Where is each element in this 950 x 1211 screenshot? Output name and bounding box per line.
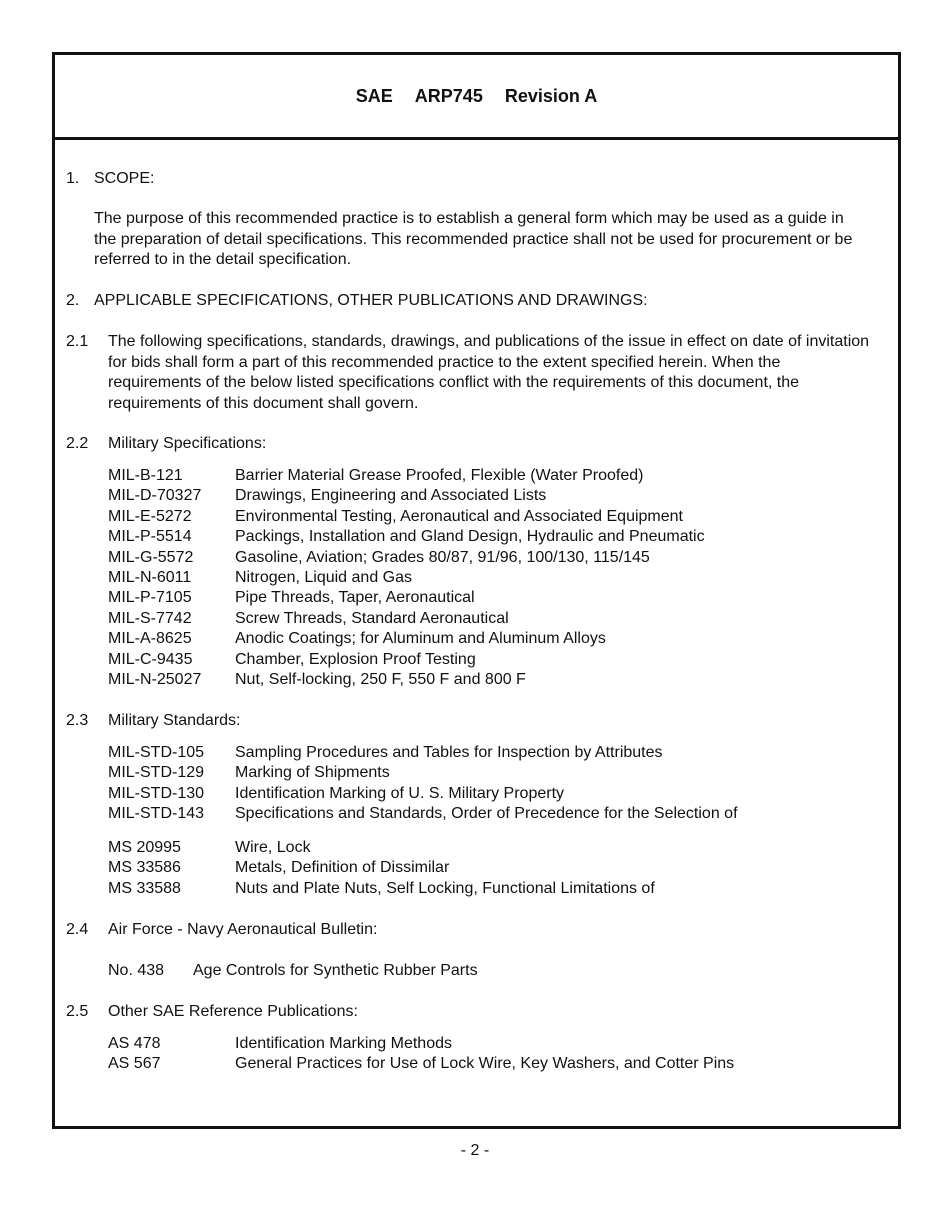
header-doc-id: ARP745 [414, 85, 483, 106]
spec-code: MIL-C-9435 [108, 650, 193, 668]
header-revision: Revision A [504, 85, 598, 106]
spec-title: Pipe Threads, Taper, Aeronautical [235, 589, 475, 607]
standard-title: Wire, Lock [235, 839, 311, 856]
standard-code: MS 33588 [108, 879, 181, 897]
spec-code: MIL-N-6011 [108, 569, 192, 586]
spec-title: Gasoline, Aviation; Grades 80/87, 91/96, 100/130, 115/145 [235, 548, 650, 566]
spec-code: MIL-S-7742 [108, 609, 192, 627]
spec-code: MIL-P-7105 [108, 589, 192, 607]
standard-code: MS 20995 [108, 839, 181, 856]
spec-code: MIL-B-121 [108, 467, 183, 484]
section-2-2-number: 2.2 [66, 435, 89, 452]
spec-code: MIL-E-5272 [108, 507, 192, 525]
standard-code: MIL-STD-143 [108, 805, 205, 823]
spec-code: MIL-D-70327 [108, 487, 202, 505]
standard-title: Identification Marking of U. S. Military Property [235, 784, 565, 802]
sae-publications-list [108, 1034, 868, 1076]
section-2-3-number: 2.3 [66, 712, 89, 729]
standard-code: MIL-STD-105 [108, 744, 205, 761]
publication-code: AS 478 [108, 1035, 161, 1052]
publication-code: AS 567 [108, 1055, 161, 1073]
section-2-1-body: The following specifications, standards, drawings, and publications of the issue in effect on date of invitation for bids shall form a part of this recommended practice to the extent specified herein. When the requirements of the below listed specifications conflict with the requirements of this document, the requirements of this document shall govern. [108, 333, 870, 412]
bulletin-code: No. 438 [108, 962, 165, 979]
section-1-title: SCOPE: [94, 170, 155, 187]
section-2-4-number: 2.4 [66, 921, 89, 938]
bulletin-title: Age Controls for Synthetic Rubber Parts [193, 962, 478, 979]
military-standards-list [108, 743, 868, 825]
spec-code: MIL-G-5572 [108, 548, 194, 566]
publication-title: General Practices for Use of Lock Wire, Key Washers, and Cotter Pins [235, 1055, 735, 1073]
standard-title: Specifications and Standards, Order of Precedence for the Selection of [235, 805, 738, 823]
standard-code: MIL-STD-130 [108, 784, 205, 802]
spec-title: Packings, Installation and Gland Design, Hydraulic and Pneumatic [235, 528, 705, 546]
spec-title: Barrier Material Grease Proofed, Flexible (Water Proofed) [235, 467, 644, 484]
spec-title: Drawings, Engineering and Associated Lists [235, 487, 547, 505]
spec-title: Nitrogen, Liquid and Gas [235, 569, 412, 586]
page-number: - 2 - [460, 1142, 490, 1159]
document-header [55, 55, 898, 140]
standard-title: Metals, Definition of Dissimilar [235, 859, 450, 877]
standard-code: MIL-STD-129 [108, 764, 205, 782]
section-2-4-title: Air Force - Navy Aeronautical Bulletin: [108, 921, 378, 938]
standard-title: Marking of Shipments [235, 764, 390, 782]
spec-title: Anodic Coatings; for Aluminum and Aluminum Alloys [235, 630, 606, 648]
header-org: SAE [355, 85, 393, 106]
section-2-5-number: 2.5 [66, 1003, 89, 1020]
spec-title: Environmental Testing, Aeronautical and Associated Equipment [235, 507, 683, 525]
section-2-5-title: Other SAE Reference Publications: [108, 1003, 358, 1020]
spec-code: MIL-P-5514 [108, 528, 192, 546]
standard-title: Sampling Procedures and Tables for Inspection by Attributes [235, 744, 663, 761]
section-2-title: APPLICABLE SPECIFICATIONS, OTHER PUBLICATIONS AND DRAWINGS: [94, 292, 648, 309]
spec-code: MIL-N-25027 [108, 671, 202, 688]
spec-title: Chamber, Explosion Proof Testing [235, 650, 476, 668]
standard-title: Nuts and Plate Nuts, Self Locking, Functional Limitations of [235, 879, 655, 897]
spec-title: Screw Threads, Standard Aeronautical [235, 609, 509, 627]
ms-standards-list [108, 838, 868, 900]
section-1-body: The purpose of this recommended practice is to establish a general form which may be used as a guide in the preparation of detail specifications. This recommended practice shall not be used for procurement or be referred to in the detail specification. [94, 210, 853, 268]
spec-code: MIL-A-8625 [108, 630, 192, 648]
section-1-number: 1. [66, 170, 80, 187]
standard-code: MS 33586 [108, 859, 181, 877]
section-2-number: 2. [66, 292, 80, 309]
section-2-2-title: Military Specifications: [108, 435, 267, 452]
military-specifications-list [108, 466, 868, 696]
spec-title: Nut, Self-locking, 250 F, 550 F and 800 F [235, 671, 526, 688]
section-2-3-title: Military Standards: [108, 712, 241, 729]
section-2-1-number: 2.1 [66, 333, 89, 350]
publication-title: Identification Marking Methods [235, 1035, 452, 1052]
